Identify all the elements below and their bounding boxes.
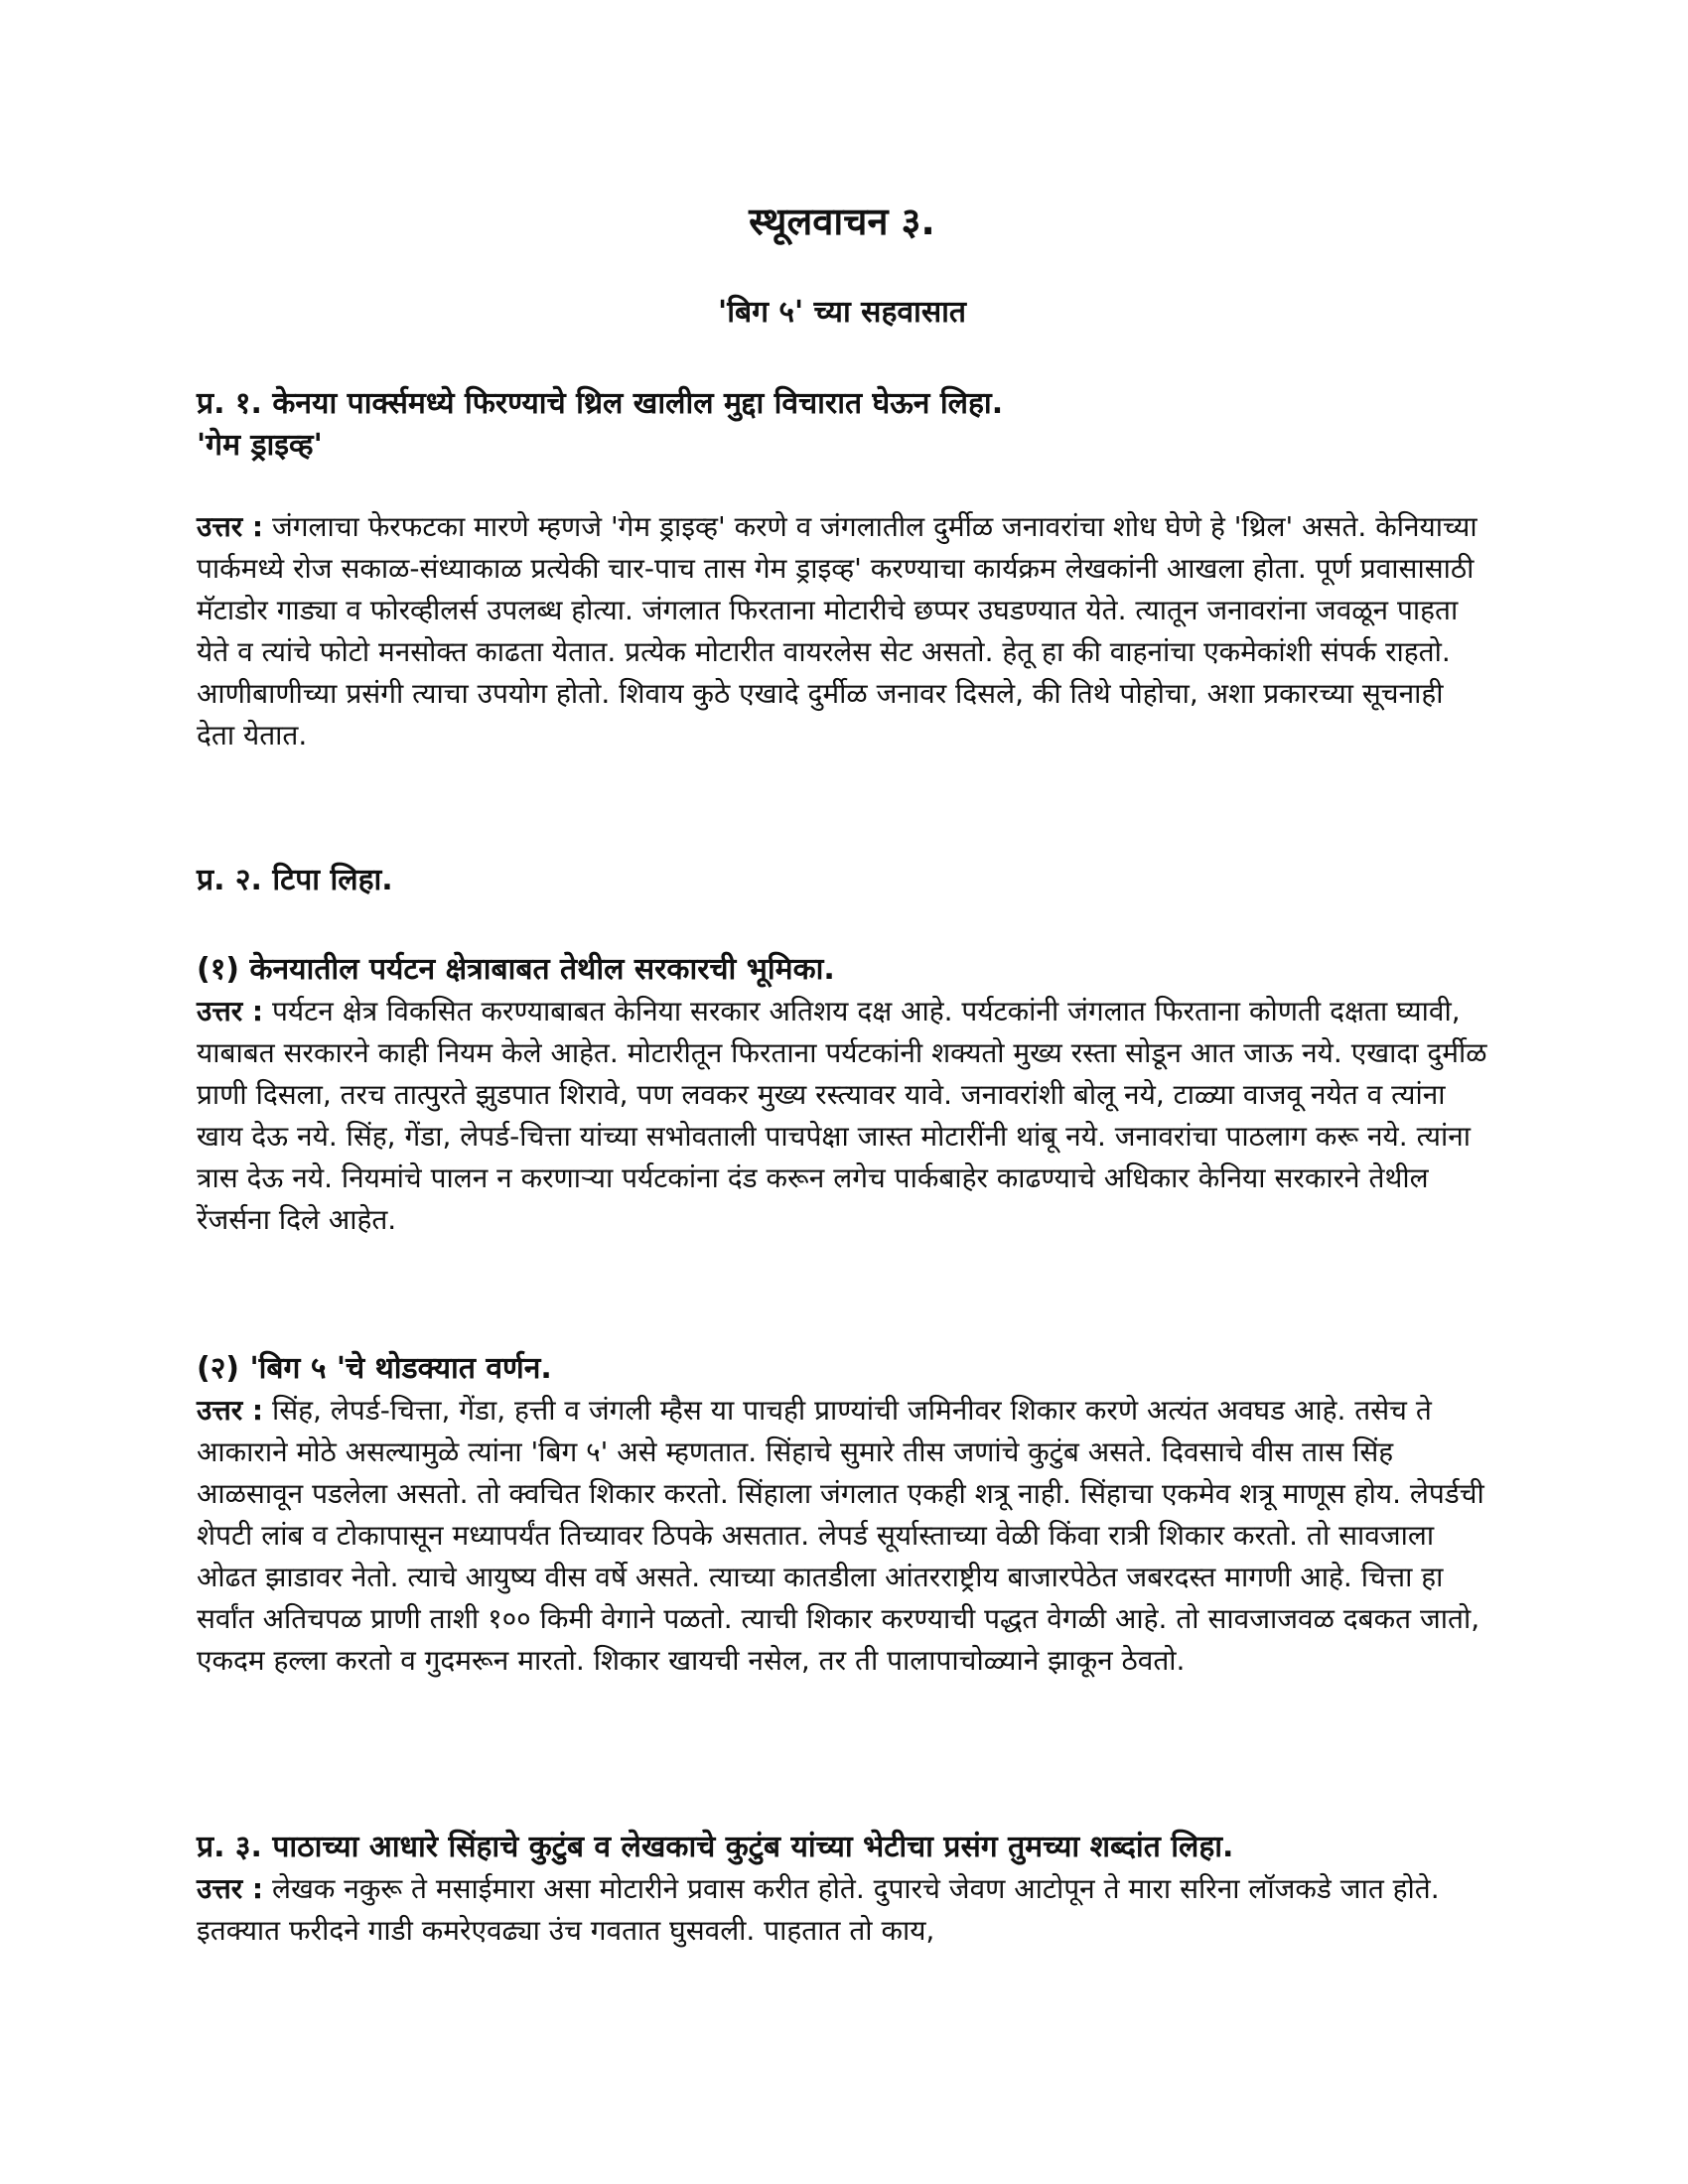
question-2-part-1-heading: (१) केनयातील पर्यटन क्षेत्राबाबत तेथील सरकारची भूमिका. [197,952,835,987]
question-3-heading: प्र. ३. पाठाच्या आधारे सिंहाचे कुटुंब व लेखकाचे कुटुंब यांच्या भेटीचा प्रसंग तुमच्या शब्दांत लिहा. [197,1830,1234,1864]
lesson-subtitle: 'बिग ५' च्या सहवासात [718,295,966,330]
answer-1 [197,506,1487,756]
question-2-part-1 [197,949,1487,1241]
question-1-heading: प्र. १. केनया पार्क्समध्ये फिरण्याचे थ्रिल खालील मुद्दा विचारात घेऊन लिहा. [197,386,1004,421]
document-title: स्थूलवाचन ३. [749,200,935,243]
question-2-heading: प्र. २. टिपा लिहा. [197,863,393,897]
question-3 [197,1827,1487,1952]
answer-3-text: लेखक नकुरू ते मसाईमारा असा मोटारीने प्रवास करीत होते. दुपारचे जेवण आटोपून ते मारा सरिना लॉजकडे जात होते. इतक्यात फरीदने गाडी कमरेएवढ्या उंच गवतात घुसवली. पाहतात तो काय, [197,1872,1440,1947]
answer-label: उत्तर : [197,1872,264,1905]
answer-label: उत्तर : [197,1394,264,1427]
answer-label: उत्तर : [197,510,264,543]
question-2-part-2-heading: (२) 'बिग ५ 'चे थोडक्यात वर्णन. [197,1351,552,1386]
question-2-part-2 [197,1348,1487,1682]
answer-2-2-text: सिंह, लेपर्ड-चित्ता, गेंडा, हत्ती व जंगली म्हैस या पाचही प्राण्यांची जमिनीवर शिकार करणे अत्यंत अवघड आहे. तसेच ते आकाराने मोठे असल्यामुळे त्यांना 'बिग ५' असे म्हणतात. सिंहाचे सुमारे तीस जणांचे कुटुंब असते. दिवसाचे वीस तास सिंह आळसावून पडलेला असतो. तो क्वचित शिकार करतो. सिंहाला जंगलात एकही शत्रू नाही. सिंहाचा एकमेव शत्रू माणूस होय. लेपर्डची शेपटी लांब व टोकापासून मध्यापर्यंत तिच्यावर ठिपके असतात. लेपर्ड सूर्यास्ताच्या वेळी किंवा रात्री शिकार करतो. तो सावजाला ओढत झाडावर नेतो. त्याचे आयुष्य वीस वर्षे असते. त्याच्या कातडीला आंतरराष्ट्रीय बाजारपेठेत जबरदस्त मागणी आहे. चित्ता हा सर्वांत अतिचपळ प्राणी ताशी १०० किमी वेगाने पळतो. त्याची शिकार करण्याची पद्धत वेगळी आहे. तो सावजाजवळ दबकत जातो, एकदम हल्ला करतो व गुदमरून मारतो. शिकार खायची नसेल, तर ती पालापाचोळ्याने झाकून ठेवतो. [197,1394,1484,1677]
answer-1-text: जंगलाचा फेरफटका मारणे म्हणजे 'गेम ड्राइव्ह' करणे व जंगलातील दुर्मीळ जनावरांचा शोध घेणे हे 'थ्रिल' असते. केनियाच्या पार्कमध्ये रोज सकाळ-संध्याकाळ प्रत्येकी चार-पाच तास गेम ड्राइव्ह' करण्याचा कार्यक्रम लेखकांनी आखला होता. पूर्ण प्रवासासाठी मॅटाडोर गाड्या व फोरव्हीलर्स उपलब्ध होत्या. जंगलात फिरताना मोटारीचे छप्पर उघडण्यात येते. त्यातून जनावरांना जवळून पाहता येते व त्यांचे फोटो मनसोक्त काढता येतात. प्रत्येक मोटारीत वायरलेस सेट असतो. हेतू हा की वाहनांचा एकमेकांशी संपर्क राहतो. आणीबाणीच्या प्रसंगी त्याचा उपयोग होतो. शिवाय कुठे एखादे दुर्मीळ जनावर दिसले, की तिथे पोहोचा, अशा प्रकारच्या सूचनाही देता येतात. [197,510,1477,751]
question-1-topic: 'गेम ड्राइव्ह' [197,428,323,463]
answer-2-1-text: पर्यटन क्षेत्र विकसित करण्याबाबत केनिया सरकार अतिशय दक्ष आहे. पर्यटकांनी जंगलात फिरताना कोणती दक्षता घ्यावी, याबाबत सरकारने काही नियम केले आहेत. मोटारीतून फिरताना पर्यटकांनी शक्यतो मुख्य रस्ता सोडून आत जाऊ नये. एखादा दुर्मीळ प्राणी दिसला, तरच तात्पुरते झुडपात शिरावे, पण लवकर मुख्य रस्त्यावर यावे. जनावरांशी बोलू नये, टाळ्या वाजवू नयेत व त्यांना खाय देऊ नये. सिंह, गेंडा, लेपर्ड-चित्ता यांच्या सभोवताली पाचपेक्षा जास्त मोटारींनी थांबू नये. जनावरांचा पाठलाग करू नये. त्यांना त्रास देऊ नये. नियमांचे पालन न करणाऱ्या पर्यटकांना दंड करून लगेच पार्कबाहेर काढण्याचे अधिकार केनिया सरकारने तेथील रेंजर्सना दिले आहेत. [197,995,1487,1236]
question-1 [197,383,1487,467]
answer-label: उत्तर : [197,995,264,1027]
